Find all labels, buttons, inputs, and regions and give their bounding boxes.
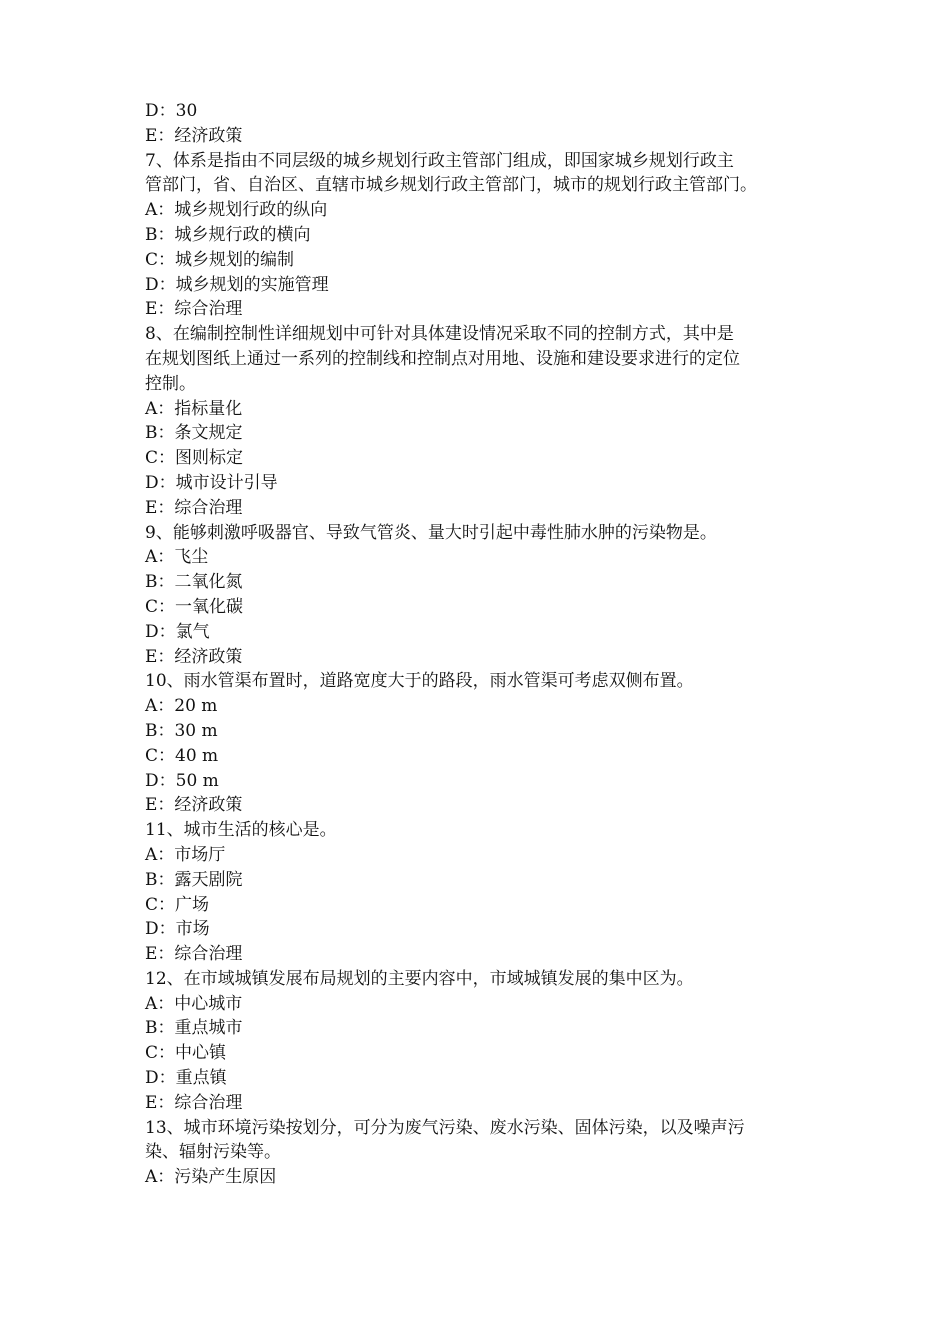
option-c: C：一氧化碳 bbox=[145, 596, 244, 617]
option-d: D：城市设计引导 bbox=[145, 472, 278, 493]
option-b: B：条文规定 bbox=[145, 423, 243, 444]
question-11 bbox=[145, 818, 815, 967]
option-e: E：综合治理 bbox=[145, 944, 243, 965]
option-a: A：指标量化 bbox=[145, 398, 243, 419]
option-e: E：经济政策 bbox=[145, 795, 243, 816]
option-c: C：城乡规划的编制 bbox=[145, 249, 295, 270]
option-d: D：市场 bbox=[145, 919, 210, 940]
option-e: E：经济政策 bbox=[145, 646, 243, 667]
option-a: A：市场厅 bbox=[145, 844, 226, 865]
option-a: A：20 m bbox=[145, 696, 218, 717]
question-stem: 控制。 bbox=[145, 373, 196, 394]
question-7 bbox=[145, 149, 815, 323]
question-stem: 在规划图纸上通过一系列的控制线和控制点对用地、设施和建设要求进行的定位 bbox=[145, 348, 740, 369]
option-c: C：图则标定 bbox=[145, 448, 244, 469]
option-c: C：40 m bbox=[145, 745, 219, 766]
document-body bbox=[145, 99, 815, 1190]
question-10 bbox=[145, 669, 815, 818]
option-d: D：城乡规划的实施管理 bbox=[145, 274, 329, 295]
question-13 bbox=[145, 1116, 815, 1190]
option-e: E：综合治理 bbox=[145, 1092, 243, 1113]
option-d-prev: D：30 bbox=[145, 101, 198, 121]
question-stem: 染、辐射污染等。 bbox=[145, 1142, 281, 1163]
option-e-prev: E：经济政策 bbox=[145, 125, 243, 146]
question-stem: 管部门，省、自治区、直辖市城乡规划行政主管部门，城市的规划行政主管部门。 bbox=[145, 175, 757, 196]
question-stem: 8、在编制控制性详细规划中可针对具体建设情况采取不同的控制方式，其中是 bbox=[145, 324, 734, 345]
option-b: B：露天剧院 bbox=[145, 869, 243, 890]
question-8 bbox=[145, 322, 815, 520]
option-c: C：中心镇 bbox=[145, 1043, 227, 1064]
question-9 bbox=[145, 521, 815, 670]
option-b: B：二氧化氮 bbox=[145, 572, 243, 593]
question-stem: 12、在市域城镇发展布局规划的主要内容中，市域城镇发展的集中区为。 bbox=[145, 968, 694, 989]
question-12 bbox=[145, 967, 815, 1116]
option-b: B：30 m bbox=[145, 720, 218, 741]
option-a: A：城乡规划行政的纵向 bbox=[145, 200, 328, 221]
option-c: C：广场 bbox=[145, 894, 210, 915]
option-e: E：综合治理 bbox=[145, 497, 243, 518]
option-d: D：氯气 bbox=[145, 621, 210, 642]
question-stem: 10、雨水管渠布置时，道路宽度大于的路段，雨水管渠可考虑双侧布置。 bbox=[145, 671, 694, 692]
question-stem: 11、城市生活的核心是。 bbox=[145, 820, 337, 841]
option-d: D：50 m bbox=[145, 770, 219, 791]
option-a: A：污染产生原因 bbox=[145, 1167, 277, 1188]
question-stem: 9、能够刺激呼吸器官、导致气管炎、量大时引起中毒性肺水肿的污染物是。 bbox=[145, 522, 717, 543]
option-b: B：城乡规行政的横向 bbox=[145, 224, 311, 245]
question-stem: 7、体系是指由不同层级的城乡规划行政主管部门组成，即国家城乡规划行政主 bbox=[145, 150, 734, 171]
option-a: A：飞尘 bbox=[145, 547, 209, 568]
option-e: E：综合治理 bbox=[145, 299, 243, 320]
option-d: D：重点镇 bbox=[145, 1068, 227, 1089]
question-stem: 13、城市环境污染按划分，可分为废气污染、废水污染、固体污染，以及噪声污 bbox=[145, 1117, 745, 1138]
option-a: A：中心城市 bbox=[145, 993, 243, 1014]
option-b: B：重点城市 bbox=[145, 1018, 243, 1039]
